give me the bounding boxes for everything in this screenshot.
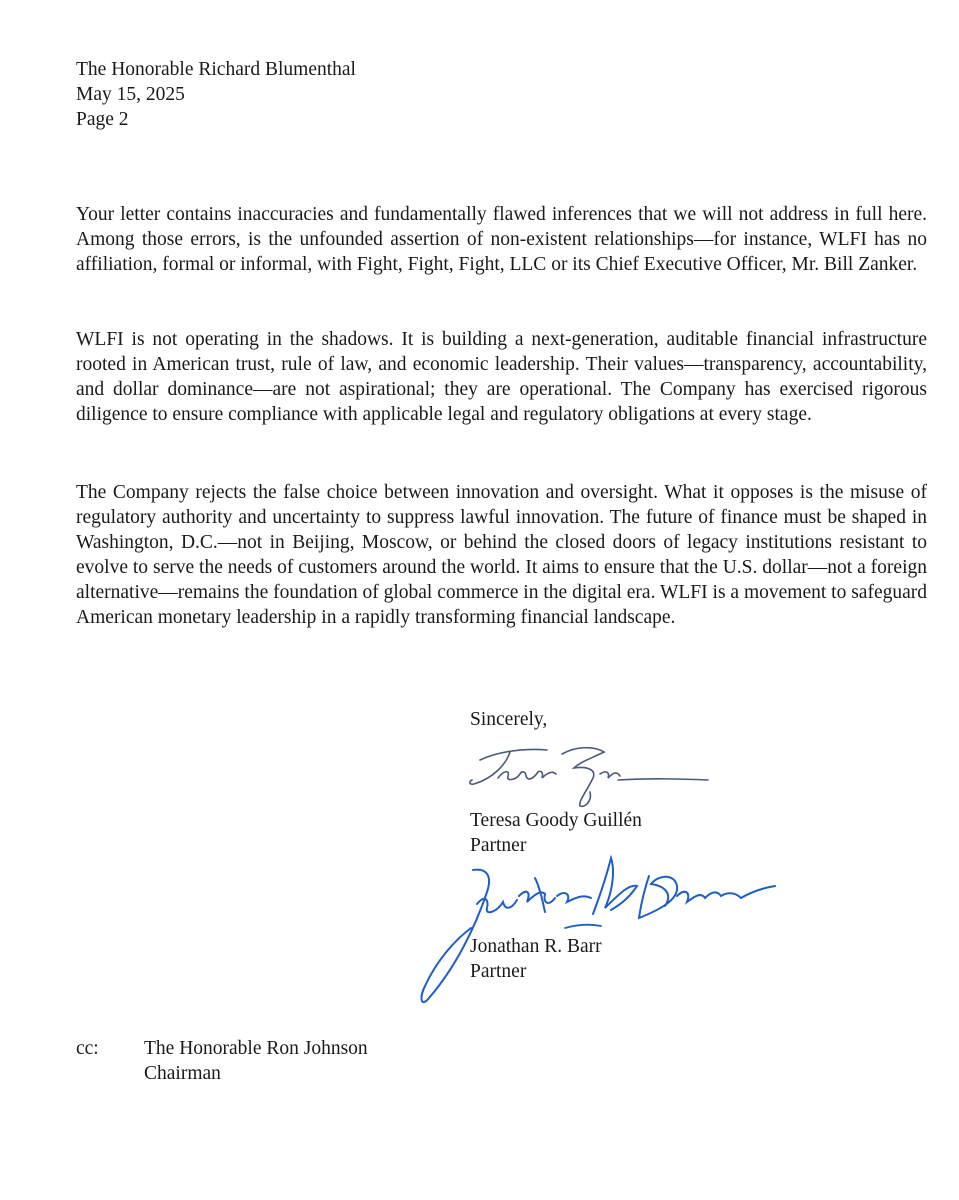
body-paragraph-3: The Company rejects the false choice between innovation and oversight. What it opposes is the misuse of regulatory authority and uncertainty to suppress lawful innovation. The future of finance must be shaped in Washington, D.C.—not in Beijing, Moscow, or behind the closed doors of legacy institutions resistant to evolve to serve the needs of customers around the world. It aims to ensure that the U.S. dollar—not a foreign alternative—remains the foundation of global commerce in the digital era. WLFI is a movement to safeguard American monetary leadership in a rapidly transforming financial landscape. [76, 482, 927, 628]
recipient-line: The Honorable Richard Blumenthal [76, 59, 356, 80]
signer-2 [470, 934, 602, 984]
letter-header [76, 57, 356, 132]
cc-recipient-name: The Honorable Ron Johnson [144, 1038, 368, 1059]
signer-1 [470, 808, 642, 858]
cc-label: cc: [76, 1038, 99, 1059]
signer-2-title: Partner [470, 961, 527, 982]
body-paragraph-1: Your letter contains inaccuracies and fundamentally flawed inferences that we will not address in full here. Among those errors, is the unfounded assertion of non-existent relationships—for instance, WLFI has no affiliation, formal or informal, with Fight, Fight, Fight, LLC or its Chief Executive Officer, Mr. Bill Zanker. [76, 204, 927, 275]
signature-teresa-goody-guillen [462, 740, 712, 815]
body-paragraph-2: WLFI is not operating in the shadows. It is building a next-generation, auditable financial infrastructure rooted in American trust, rule of law, and economic leadership. Their values—transparency, accountability, and dollar dominance—are not aspirational; they are operational. The Company has exercised rigorous diligence to ensure compliance with applicable legal and regulatory obligations at every stage. [76, 329, 927, 425]
closing-salutation: Sincerely, [470, 709, 548, 730]
signer-2-name: Jonathan R. Barr [470, 936, 602, 957]
signer-1-title: Partner [470, 835, 527, 856]
signer-1-name: Teresa Goody Guillén [470, 810, 642, 831]
cc-recipient-title: Chairman [144, 1063, 221, 1084]
signature-jonathan-r-barr [415, 848, 785, 1013]
page-number: Page 2 [76, 109, 129, 130]
date-line: May 15, 2025 [76, 84, 185, 105]
